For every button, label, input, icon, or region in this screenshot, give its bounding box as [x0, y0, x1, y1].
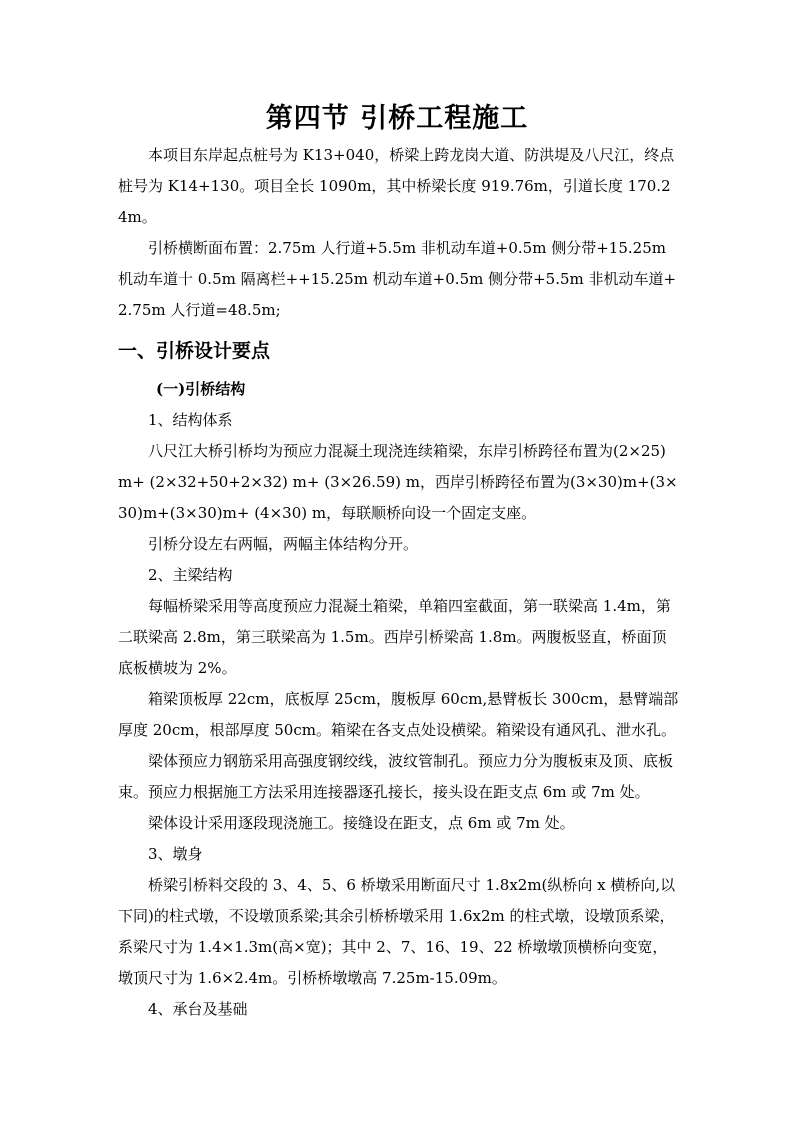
subsection-heading: (一)引桥结构 — [156, 380, 246, 398]
main-beam-paragraph-3: 梁体预应力钢筋采用高强度钢绞线，波纹管制孔。预应力分为腹板束及顶、底板束。预应力根据施工方法采用连接器逐孔接长，接头设在距支点 6m 或 7m 处。 — [118, 752, 674, 801]
item-title-foundation: 4、承台及基础 — [148, 1000, 248, 1018]
section-heading: 一、引桥设计要点 — [118, 340, 271, 362]
cross-section-paragraph: 引桥横断面布置：2.75m 人行道+5.5m 非机动车道+0.5m 侧分带+15.25m 机动车道十 0.5m 隔离栏++15.25m 机动车道+0.5m 侧分带+5.5m 非机动车道+2.75m 人行道=48.5m; — [118, 239, 677, 319]
item-title-pier: 3、墩身 — [148, 845, 203, 863]
intro-paragraph: 本项目东岸起点桩号为 K13+040，桥梁上跨龙岗大道、防洪堤及八尺江，终点桩号为 K14+130。项目全长 1090m，其中桥梁长度 919.76m，引道长度 170.24m。 — [118, 146, 675, 226]
document-body — [118, 140, 680, 1025]
main-beam-paragraph-2: 箱梁顶板厚 22cm，底板厚 25cm，腹板厚 60cm,悬臂板长 300cm，悬臂端部厚度 20cm，根部厚度 50cm。箱梁在各支点处设横梁。箱梁设有通风孔、泄水孔。 — [118, 690, 679, 739]
main-beam-paragraph-4: 梁体设计采用逐段现浇施工。接缝设在距支，点 6m 或 7m 处。 — [148, 814, 575, 832]
item-title-main-beam: 2、主梁结构 — [148, 566, 233, 584]
structure-split-paragraph: 引桥分设左右两幅，两幅主体结构分开。 — [148, 535, 419, 553]
structure-system-paragraph: 八尺江大桥引桥均为预应力混凝土现浇连续箱梁，东岸引桥跨径布置为(2×25) m+ (2×32+50+2×32) m+ (3×26.59) m，西岸引桥跨径布置为(3×30)m+(3×30)m+(3×30)m+ (4×30) m，每联顺桥向设一个固定支座。 — [118, 442, 678, 522]
page-title: 第四节 引桥工程施工 — [265, 103, 529, 134]
pier-paragraph: 桥梁引桥料交段的 3、4、5、6 桥墩采用断面尺寸 1.8x2m(纵桥向 x 横桥向,以下同)的柱式墩，不设墩顶系梁;其余引桥桥墩采用 1.6x2m 的柱式墩，设墩顶系梁，系梁尺寸为 1.4×1.3m(高×宽)；其中 2、7、16、19、22 桥墩墩顶横桥向变宽，墩顶尺寸为 1.6×2.4m。引桥桥墩墩高 7.25m-15.09m。 — [118, 876, 676, 987]
item-title-structure-system: 1、结构体系 — [148, 411, 233, 429]
main-beam-paragraph-1: 每幅桥梁采用等高度预应力混凝土箱梁，单箱四室截面，第一联梁高 1.4m，第二联梁高 2.8m，第三联梁高为 1.5m。西岸引桥梁高 1.8m。两腹板竖直，桥面顶底板横坡为 2%。 — [118, 597, 671, 677]
